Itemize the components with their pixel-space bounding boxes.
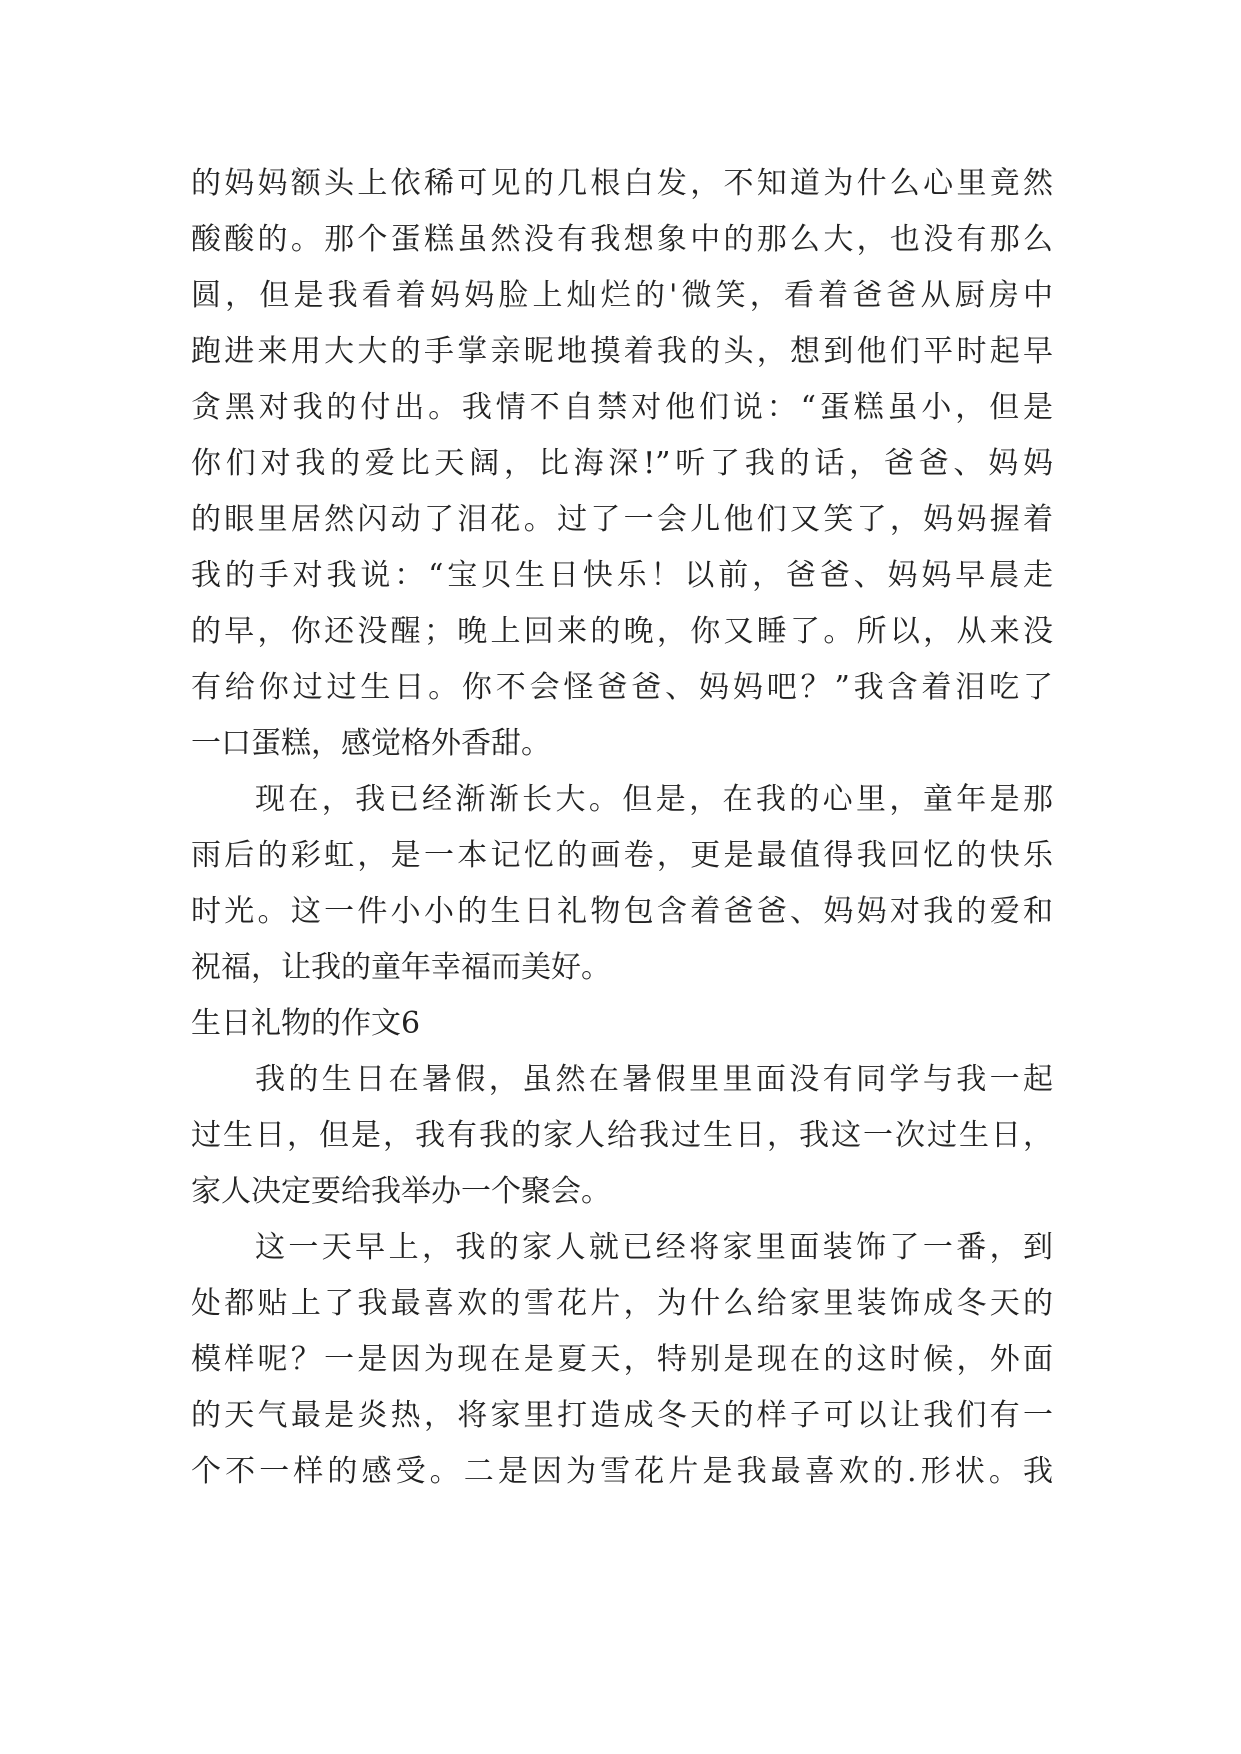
- text-line: 祝福，让我的童年幸福而美好。: [191, 950, 611, 985]
- text-line: 有给你过过生日。你不会怪爸爸、妈妈吧？”我含着泪吃了: [191, 670, 1053, 705]
- text-line: 家人决定要给我举办一个聚会。: [191, 1174, 611, 1209]
- text-line: 的天气最是炎热，将家里打造成冬天的样子可以让我们有一: [191, 1398, 1053, 1433]
- text-line: 现在，我已经渐渐长大。但是，在我的心里，童年是那: [255, 782, 1053, 817]
- text-line: 跑进来用大大的手掌亲昵地摸着我的头，想到他们平时起早: [191, 334, 1053, 369]
- text-line: 你们对我的爱比天阔，比海深!”听了我的话，爸爸、妈妈: [191, 446, 1053, 481]
- text-line: 雨后的彩虹，是一本记忆的画卷，更是最值得我回忆的快乐: [191, 838, 1053, 873]
- text-line: 的眼里居然闪动了泪花。过了一会儿他们又笑了，妈妈握着: [191, 502, 1053, 537]
- text-line: 个不一样的感受。二是因为雪花片是我最喜欢的.形状。我: [191, 1454, 1053, 1489]
- section-title: 生日礼物的作文6: [191, 1006, 421, 1041]
- text-line: 我的手对我说：“宝贝生日快乐！以前，爸爸、妈妈早晨走: [191, 558, 1053, 593]
- text-line: 我的生日在暑假，虽然在暑假里里面没有同学与我一起: [255, 1062, 1053, 1097]
- text-line: 贪黑对我的付出。我情不自禁对他们说：“蛋糕虽小，但是: [191, 390, 1053, 425]
- text-line: 处都贴上了我最喜欢的雪花片，为什么给家里装饰成冬天的: [191, 1286, 1053, 1321]
- text-line: 的妈妈额头上依稀可见的几根白发，不知道为什么心里竟然: [191, 166, 1053, 201]
- text-line: 酸酸的。那个蛋糕虽然没有我想象中的那么大，也没有那么: [191, 222, 1053, 257]
- text-line: 模样呢？一是因为现在是夏天，特别是现在的这时候，外面: [191, 1342, 1053, 1377]
- text-line: 过生日，但是，我有我的家人给我过生日，我这一次过生日，: [191, 1118, 1053, 1153]
- text-line: 一口蛋糕，感觉格外香甜。: [191, 726, 551, 761]
- text-line: 这一天早上，我的家人就已经将家里面装饰了一番，到: [255, 1230, 1053, 1265]
- text-line: 时光。这一件小小的生日礼物包含着爸爸、妈妈对我的爱和: [191, 894, 1053, 929]
- text-line: 的早，你还没醒；晚上回来的晚，你又睡了。所以，从来没: [191, 614, 1053, 649]
- text-line: 圆，但是我看着妈妈脸上灿烂的'微笑，看着爸爸从厨房中: [191, 278, 1053, 313]
